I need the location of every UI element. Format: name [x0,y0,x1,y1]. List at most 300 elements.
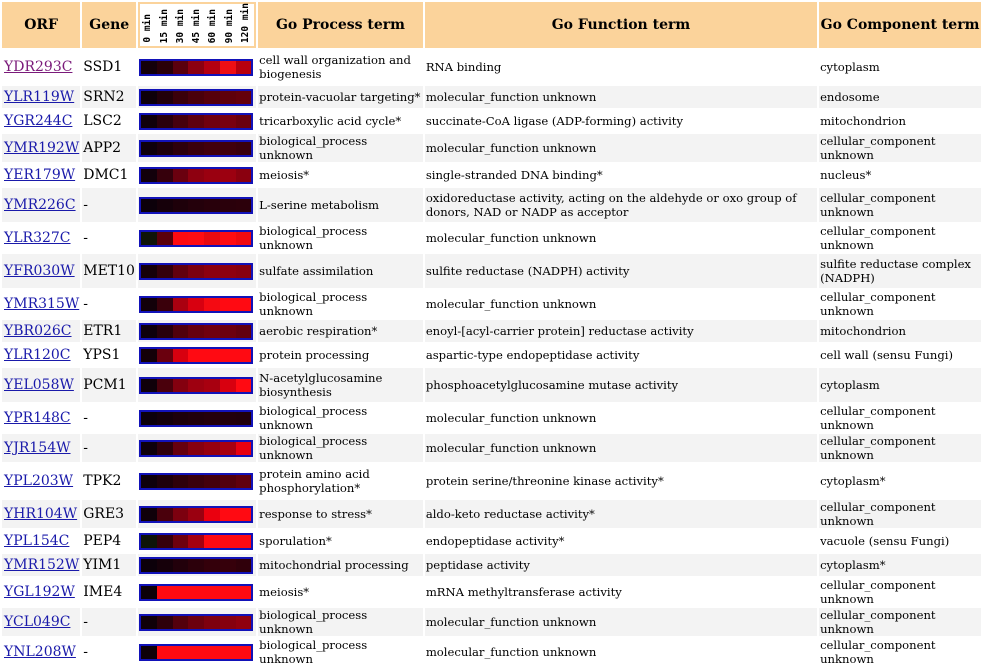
heatmap-block [173,265,189,278]
orf-link[interactable]: YLR120C [4,347,71,363]
process-cell: protein-vacuolar targeting* [258,86,423,108]
component-cell: cellular_component unknown [819,434,981,462]
heatmap-block [220,61,236,74]
process-cell: response to stress* [258,500,423,528]
heatmap-block [141,442,157,455]
heatmap-block [204,325,220,338]
heatmap-block [236,646,252,659]
process-cell: biological_process unknown [258,224,423,252]
heatmap-block [188,616,204,629]
heatmap-block [173,559,189,572]
heatmap-block [141,586,157,599]
heatmap-block [141,379,157,392]
heatmap-block [204,559,220,572]
table-row [2,530,981,552]
gene-cell: ETR1 [82,320,136,342]
heatmap-block [173,232,189,245]
heatmap-block [204,442,220,455]
process-cell: meiosis* [258,164,423,186]
heatmap-block [220,442,236,455]
heatmap-block [188,169,204,182]
heatmap-block [236,616,252,629]
heatmap-block [220,142,236,155]
heatmap-block [157,265,173,278]
orf-cell [2,434,80,462]
orf-link[interactable]: YJR154W [4,440,71,456]
expression-heatmap-cell [138,290,256,318]
expression-heatmap [139,89,253,106]
heatmap-block [188,646,204,659]
gene-cell: MET10 [82,254,136,288]
orf-link[interactable]: YMR315W [4,296,80,312]
timepoint-label [238,4,254,46]
gene-cell: PEP4 [82,530,136,552]
heatmap-block [188,199,204,212]
component-cell: cellular_component unknown [819,638,981,666]
expression-heatmap [139,113,253,130]
component-cell: mitochondrion [819,320,981,342]
expression-heatmap-cell [138,320,256,342]
function-cell: RNA binding [425,50,817,84]
heatmap-block [157,586,173,599]
process-cell: biological_process unknown [258,608,423,636]
gene-cell: - [82,224,136,252]
heatmap-block [173,475,189,488]
orf-link[interactable]: YHR104W [4,506,78,522]
process-cell: cell wall organization and biogenesis [258,50,423,84]
orf-cell [2,164,80,186]
timepoint-text: 120 min [239,2,251,43]
heatmap-block [173,412,189,425]
heatmap-block [220,265,236,278]
function-cell: succinate-CoA ligase (ADP-forming) activity [425,110,817,132]
heatmap-block [157,232,173,245]
heatmap-block [157,91,173,104]
component-cell: cellular_component unknown [819,578,981,606]
expression-heatmap-cell [138,530,256,552]
orf-link[interactable]: YLR119W [4,89,75,105]
gene-header: Gene [82,2,136,48]
expression-heatmap-cell [138,50,256,84]
function-cell: molecular_function unknown [425,86,817,108]
heatmap-block [204,61,220,74]
expression-heatmap [139,347,253,364]
gene-cell: SSD1 [82,50,136,84]
expression-heatmap [139,140,253,157]
function-cell: molecular_function unknown [425,434,817,462]
process-header: Go Process term [258,2,423,48]
heatmap-block [173,379,189,392]
expression-heatmap [139,533,253,550]
gene-cell: - [82,404,136,432]
heatmap-block [236,442,252,455]
table-row [2,368,981,402]
heatmap-block [220,508,236,521]
heatmap-block [204,475,220,488]
expression-heatmap-cell [138,500,256,528]
heatmap-block [204,142,220,155]
function-cell: molecular_function unknown [425,608,817,636]
heatmap-block [236,265,252,278]
table-row [2,554,981,576]
heatmap-block [236,61,252,74]
timepoint-text: 30 min [174,8,186,43]
component-header: Go Component term [819,2,981,48]
orf-cell [2,638,80,666]
process-cell: sporulation* [258,530,423,552]
heatmap-block [173,298,189,311]
component-cell: cellular_component unknown [819,134,981,162]
expression-heatmap [139,323,253,340]
heatmap-block [141,535,157,548]
function-cell: molecular_function unknown [425,290,817,318]
heatmap-block [236,115,252,128]
gene-cell: IME4 [82,578,136,606]
heatmap-block [188,91,204,104]
function-cell: phosphoacetylglucosamine mutase activity [425,368,817,402]
component-cell: sulfite reductase complex (NADPH) [819,254,981,288]
heatmap-block [188,379,204,392]
function-cell: aldo-keto reductase activity* [425,500,817,528]
component-cell: mitochondrion [819,110,981,132]
component-cell: nucleus* [819,164,981,186]
component-cell: cytoplasm* [819,554,981,576]
heatmap-block [157,535,173,548]
heatmap-block [220,298,236,311]
heatmap-block [173,442,189,455]
heatmap-block [173,199,189,212]
process-cell: biological_process unknown [258,404,423,432]
expression-heatmap-cell [138,224,256,252]
process-cell: protein processing [258,344,423,366]
orf-cell [2,368,80,402]
timepoint-label [173,4,189,46]
component-cell: cellular_component unknown [819,224,981,252]
table-row [2,638,981,666]
expression-heatmap-cell [138,368,256,402]
gene-cell: YIM1 [82,554,136,576]
gene-cell: - [82,638,136,666]
expression-heatmap [139,263,253,280]
orf-link[interactable]: YMR226C [4,197,76,213]
process-cell: biological_process unknown [258,434,423,462]
expression-heatmap-cell [138,554,256,576]
heatmap-block [204,91,220,104]
gene-cell: GRE3 [82,500,136,528]
heatmap-block [157,646,173,659]
orf-cell [2,134,80,162]
heatmap-block [157,559,173,572]
heatmap-block [173,142,189,155]
gene-cell: - [82,290,136,318]
orf-cell [2,224,80,252]
orf-link[interactable]: YMR192W [4,140,80,156]
orf-link[interactable]: YPL203W [4,473,74,489]
heatmap-block [220,115,236,128]
heatmap-block [173,91,189,104]
table-row [2,578,981,606]
heatmap-block [220,91,236,104]
function-cell: oxidoreductase activity, acting on the aldehyde or oxo group of donors, NAD or NADP as acceptor [425,188,817,222]
heatmap-block [204,412,220,425]
orf-cell [2,578,80,606]
heatmap-block [188,535,204,548]
heatmap-block [188,586,204,599]
table-row [2,404,981,432]
orf-link[interactable]: YPR148C [4,410,71,426]
component-cell: cellular_component unknown [819,290,981,318]
process-cell: aerobic respiration* [258,320,423,342]
heatmap-block [204,298,220,311]
orf-cell [2,404,80,432]
heatmap-block [204,646,220,659]
process-cell: biological_process unknown [258,290,423,318]
function-cell: sulfite reductase (NADPH) activity [425,254,817,288]
timepoint-label [140,4,156,46]
heatmap-block [188,442,204,455]
heatmap-block [157,616,173,629]
timepoint-label [189,4,205,46]
table-row [2,464,981,498]
orf-cell [2,254,80,288]
expression-heatmap-cell [138,134,256,162]
heatmap-block [141,349,157,362]
heatmap-block [157,442,173,455]
heatmap-block [220,199,236,212]
heatmap-block [141,265,157,278]
heatmap-block [220,232,236,245]
orf-link[interactable]: YER179W [4,167,76,183]
heatmap-block [141,475,157,488]
table-row [2,254,981,288]
orf-header: ORF [2,2,80,48]
expression-heatmap-cell [138,188,256,222]
heatmap-block [188,265,204,278]
orf-cell [2,86,80,108]
table-row [2,500,981,528]
heatmap-block [236,475,252,488]
expression-heatmap-cell [138,434,256,462]
orf-cell [2,464,80,498]
heatmap-block [173,169,189,182]
gene-cell: YPS1 [82,344,136,366]
table-row [2,86,981,108]
orf-link[interactable]: YPL154C [4,533,70,549]
heatmap-block [220,535,236,548]
gene-cell: - [82,608,136,636]
gene-cell: DMC1 [82,164,136,186]
heatmap-block [220,169,236,182]
heatmap-block [141,61,157,74]
gene-cell: PCM1 [82,368,136,402]
heatmap-block [204,535,220,548]
expression-heatmap [139,506,253,523]
heatmap-block [141,298,157,311]
component-cell: cytoplasm [819,368,981,402]
table-row [2,608,981,636]
heatmap-block [173,61,189,74]
orf-cell [2,320,80,342]
heatmap-block [141,508,157,521]
heatmap-block [236,535,252,548]
heatmap-block [157,325,173,338]
expression-heatmap-cell [138,164,256,186]
heatmap-block [173,325,189,338]
heatmap-block [204,586,220,599]
heatmap-block [157,475,173,488]
process-cell: L-serine metabolism [258,188,423,222]
heatmap-block [236,349,252,362]
heatmap-block [236,559,252,572]
process-cell: N-acetylglucosamine biosynthesis [258,368,423,402]
orf-cell [2,500,80,528]
timepoint-text: 90 min [223,8,235,43]
orf-link[interactable]: YGR244C [4,113,73,129]
heatmap-block [204,349,220,362]
heatmap-block [157,298,173,311]
heatmap-block [157,169,173,182]
heatmap-block [157,349,173,362]
table-row [2,50,981,84]
component-cell: cytoplasm [819,50,981,84]
orf-cell [2,344,80,366]
expression-heatmap [139,644,253,661]
heatmap-block [236,232,252,245]
expression-heatmap-cell [138,608,256,636]
heatmap-block [236,586,252,599]
process-cell: mitochondrial processing [258,554,423,576]
heatmap-block [173,535,189,548]
heatmap-block [236,379,252,392]
heatmap-block [204,265,220,278]
heatmap-block [236,91,252,104]
heatmap-block [173,646,189,659]
heatmap-block [157,199,173,212]
gene-cell: TPK2 [82,464,136,498]
heatmap-block [188,559,204,572]
expression-heatmap-cell [138,110,256,132]
heatmap-block [141,559,157,572]
orf-link[interactable]: YFR030W [4,263,75,279]
heatmap-block [188,412,204,425]
gene-cell: - [82,188,136,222]
heatmap-block [173,349,189,362]
timepoint-label [222,4,238,46]
heatmap-block [236,325,252,338]
heatmap-block [188,298,204,311]
gene-cell: APP2 [82,134,136,162]
expression-heatmap [139,440,253,457]
timepoint-text: 60 min [207,8,219,43]
heatmap-block [141,646,157,659]
expression-heatmap-cell [138,254,256,288]
heatmap-block [220,412,236,425]
heatmap-block [188,115,204,128]
heatmap-block [141,232,157,245]
function-cell: molecular_function unknown [425,134,817,162]
process-cell: biological_process unknown [258,638,423,666]
heatmap-block [236,169,252,182]
component-cell: cytoplasm* [819,464,981,498]
heatmap-block [220,325,236,338]
heatmap-block [141,169,157,182]
timepoint-text: 15 min [158,8,170,43]
heatmap-block [204,232,220,245]
orf-link[interactable]: YEL058W [4,377,74,393]
heatmap-block [141,142,157,155]
heatmap-block [220,349,236,362]
expression-heatmap [139,584,253,601]
function-header: Go Function term [425,2,817,48]
function-cell: mRNA methyltransferase activity [425,578,817,606]
heatmap-block [204,169,220,182]
heatmap-block [157,412,173,425]
component-cell: vacuole (sensu Fungi) [819,530,981,552]
function-cell: aspartic-type endopeptidase activity [425,344,817,366]
heatmap-block [141,199,157,212]
heatmap-block [173,508,189,521]
expression-heatmap-cell [138,464,256,498]
table-row [2,224,981,252]
heatmap-block [236,142,252,155]
heatmap-block [220,475,236,488]
heatmap-block [188,349,204,362]
heatmap-block [204,508,220,521]
orf-link[interactable]: YBR026C [4,323,72,339]
heatmap-block [204,616,220,629]
heatmap-block [173,115,189,128]
heatmap-block [236,199,252,212]
orf-link[interactable]: YLR327C [4,230,71,246]
function-cell: peptidase activity [425,554,817,576]
heatmap-block [188,325,204,338]
table-row [2,134,981,162]
expression-heatmap [139,377,253,394]
expression-heatmap [139,557,253,574]
orf-link[interactable]: YNL208W [4,644,76,660]
expression-heatmap-cell [138,404,256,432]
expression-heatmap-cell [138,86,256,108]
heatmap-block [188,508,204,521]
heatmap-block [157,115,173,128]
heatmap-block [141,412,157,425]
expression-heatmap [139,197,253,214]
heatmap-block [204,115,220,128]
orf-cell [2,290,80,318]
table-row [2,110,981,132]
heatmap-block [220,646,236,659]
table-row [2,320,981,342]
orf-link[interactable]: YCL049C [4,614,71,630]
table-row [2,188,981,222]
heatmap-block [157,379,173,392]
process-cell: sulfate assimilation [258,254,423,288]
timepoint-label [157,4,173,46]
expression-heatmap [139,473,253,490]
component-cell: cell wall (sensu Fungi) [819,344,981,366]
timepoint-text: 45 min [191,8,203,43]
orf-link[interactable]: YGL192W [4,584,75,600]
heatmap-block [188,232,204,245]
orf-link[interactable]: YMR152W [4,557,80,573]
orf-link[interactable]: YDR293C [4,59,73,75]
orf-cell [2,554,80,576]
heatmap-block [220,586,236,599]
function-cell: molecular_function unknown [425,638,817,666]
process-cell: protein amino acid phosphorylation* [258,464,423,498]
heatmap-block [157,508,173,521]
timepoint-label [205,4,221,46]
